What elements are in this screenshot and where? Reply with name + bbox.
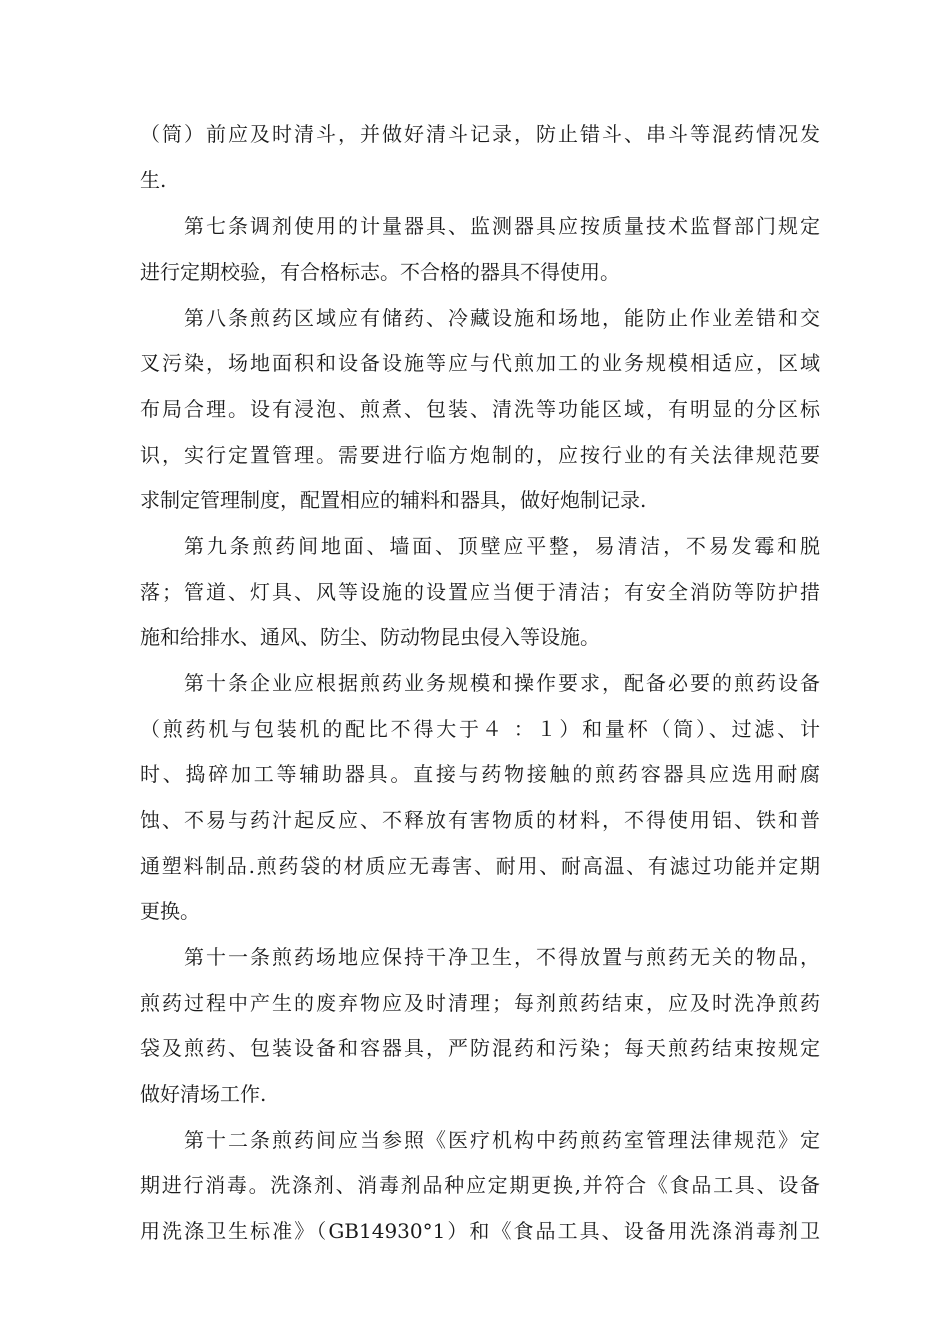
text-line: 蚀、不易与药汁起反应、不释放有害物质的材料，不得使用铝、铁和普 — [140, 808, 820, 832]
text-line: 用洗涤卫生标准》（GB14930°1）和《食品工具、设备用洗涤消毒剂卫 — [140, 1219, 820, 1243]
text-line: 期进行消毒。洗涤剂、消毒剂品种应定期更换,并符合《食品工具、设备 — [140, 1173, 820, 1197]
text-line: （筒）前应及时清斗，并做好清斗记录，防止错斗、串斗等混药情况发 — [140, 122, 820, 146]
text-line: （煎药机与包装机的配比不得大于４ ：１）和量杯（筒）、过滤、计 — [140, 717, 820, 741]
text-line: 时、捣碎加工等辅助器具。直接与药物接触的煎药容器具应选用耐腐 — [140, 762, 820, 786]
text-line: 煎药过程中产生的废弃物应及时清理；每剂煎药结束，应及时洗净煎药 — [140, 991, 820, 1015]
text-line: 叉污染，场地面积和设备设施等应与代煎加工的业务规模相适应，区域 — [140, 351, 820, 375]
text-line: 第九条煎药间地面、墙面、顶壁应平整，易清洁，不易发霉和脱 — [184, 534, 820, 558]
text-line: 更换。 — [140, 899, 200, 923]
text-line: 第八条煎药区域应有储药、冷藏设施和场地，能防止作业差错和交 — [184, 306, 820, 330]
text-line: 求制定管理制度，配置相应的辅料和器具，做好炮制记录. — [140, 488, 647, 512]
text-line: 第十条企业应根据煎药业务规模和操作要求，配备必要的煎药设备 — [184, 671, 820, 695]
text-line: 布局合理。设有浸泡、煎煮、包装、清洗等功能区域，有明显的分区标 — [140, 397, 820, 421]
text-line: 第十一条煎药场地应保持干净卫生，不得放置与煎药无关的物品， — [184, 945, 820, 969]
text-line: 第七条调剂使用的计量器具、监测器具应按质量技术监督部门规定 — [184, 214, 820, 238]
text-line: 生. — [140, 168, 167, 192]
text-line: 做好清场工作. — [140, 1082, 267, 1106]
text-line: 落；管道、灯具、风等设施的设置应当便于清洁；有安全消防等防护措 — [140, 580, 820, 604]
text-line: 第十二条煎药间应当参照《医疗机构中药煎药室管理法律规范》定 — [184, 1128, 820, 1152]
text-line: 进行定期校验，有合格标志。不合格的器具不得使用。 — [140, 260, 620, 284]
text-line: 袋及煎药、包装设备和容器具，严防混药和污染；每天煎药结束按规定 — [140, 1036, 820, 1060]
text-line: 施和给排水、通风、防尘、防动物昆虫侵入等设施。 — [140, 625, 600, 649]
text-line: 通塑料制品.煎药袋的材质应无毒害、耐用、耐高温、有滤过功能并定期 — [140, 854, 820, 878]
text-line: 识，实行定置管理。需要进行临方炮制的，应按行业的有关法律规范要 — [140, 443, 820, 467]
